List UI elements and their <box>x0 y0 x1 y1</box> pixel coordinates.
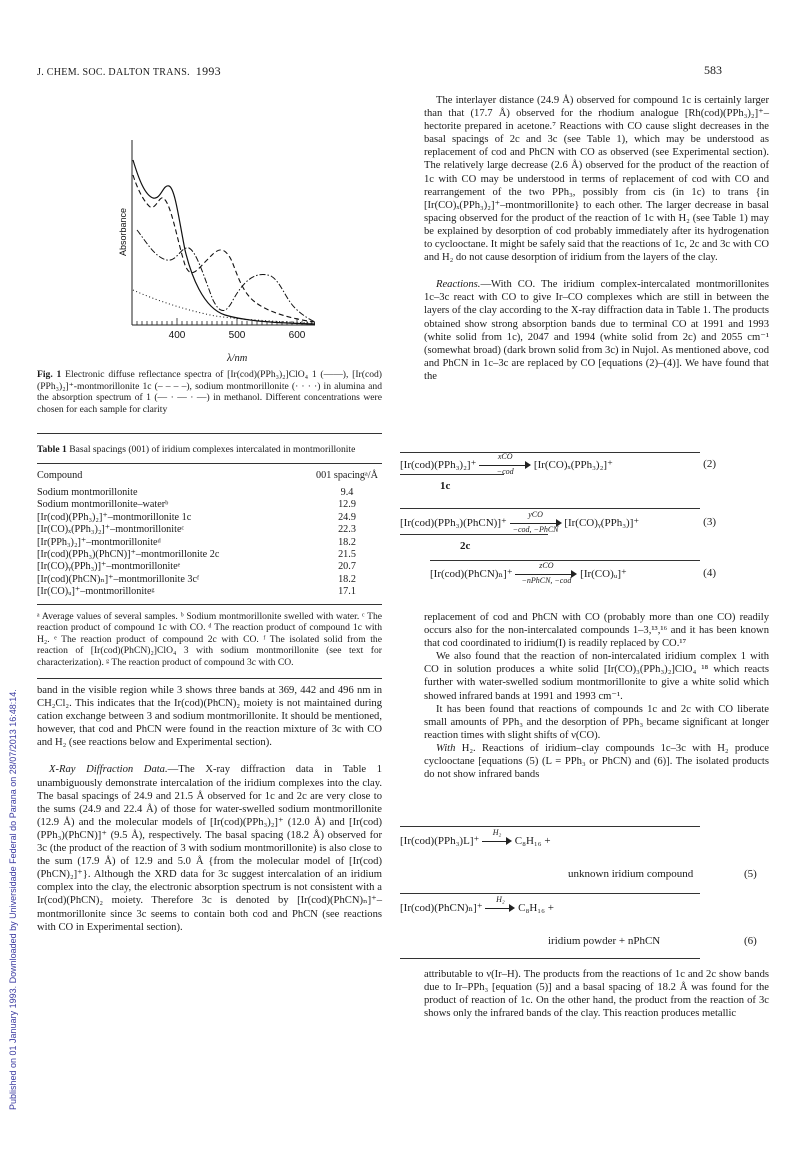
row-spacing: 20.7 <box>338 561 356 573</box>
table-title: Basal spacings (001) of iridium complexes intercalated in montmorillonite <box>69 444 356 455</box>
equation-number: (4) <box>703 567 716 579</box>
row-compound: [Ir(PPh₃)₂]⁺–montmorilloniteᵈ <box>37 536 161 548</box>
table-label: Table 1 <box>37 444 67 455</box>
right-column-text-3 <box>424 968 769 1020</box>
spacing-table <box>37 470 382 599</box>
y-axis-label: Absorbance <box>118 207 128 257</box>
equation-number: (3) <box>703 516 716 528</box>
row-spacing: 12.9 <box>338 499 356 511</box>
curve-1-methanol-dashdot <box>137 230 315 322</box>
table-row <box>37 561 382 573</box>
row-compound: [Ir(cod)(PPh₃)₂]⁺–montmorillonite 1c <box>37 511 192 523</box>
eq6-product: C₈H₁₆ + <box>518 902 554 914</box>
arrow-byproduct: −cod <box>496 467 514 477</box>
table-header-row <box>37 470 382 482</box>
eq5-reactant: [Ir(cod)(PPh₃)L]⁺ <box>400 835 480 847</box>
row-spacing: 18.2 <box>338 573 356 585</box>
paragraph: attributable to ν(Ir–H). The products from the reactions of 1c and 2c show bands due to Ir–PPh₃ [equation (5)] and a basal spacing of 18.2 Å was found for the product of reaction of 1c. On the other hand, the product from the reaction of 3c shows only the infrared bands of the clay. This reaction produces metallic <box>424 969 769 1020</box>
table-footnotes: ᵃ Average values of several samples. ᵇ Sodium montmorillonite swelled with water. ᶜ The reaction product of compound 1c with CO. ᵈ The reaction product of compound 1c with H₂. ᵉ The reaction product of compound 2c with CO. ᶠ The isolated solid from the reaction of [Ir(cod)(PhCN)₂]ClO₄ 3 with sodium montmorillonite (see text for characterization). ᵍ The reaction product of compound 3c with CO. <box>37 610 382 669</box>
right-column-text-2 <box>424 611 769 781</box>
eq3-reactant: [Ir(cod)(PPh₃)(PhCN)]⁺ <box>400 517 507 529</box>
eq6-reactant: [Ir(cod)(PhCN)ₙ]⁺ <box>400 902 483 914</box>
row-compound: Sodium montmorillonite <box>37 487 138 498</box>
equation-5 <box>400 828 551 848</box>
equation-3 <box>400 510 716 535</box>
row-spacing: 21.5 <box>338 549 356 561</box>
x-tick-600: 600 <box>288 330 306 341</box>
paragraph <box>424 742 769 781</box>
x-axis-ticks <box>137 318 312 325</box>
figure-caption-label: Fig. 1 <box>37 369 62 380</box>
row-spacing: 17.1 <box>338 586 356 598</box>
right-column-text <box>424 94 769 383</box>
table-header-rule <box>37 463 382 464</box>
arrow-reagent: H₂ <box>492 828 502 838</box>
row-compound: Sodium montmorillonite–waterᵇ <box>37 499 169 511</box>
curve-complex-1-solid <box>133 160 315 324</box>
equation-number: (2) <box>703 458 716 470</box>
arrow-reagent: xCO <box>497 452 513 462</box>
row-compound: [Ir(CO)ₓ(PPh₃)₂]⁺–montmorilloniteᶜ <box>37 524 185 536</box>
reaction-arrow <box>479 452 531 477</box>
table-row <box>37 499 382 511</box>
eq3-product: [Ir(CO)ᵧ(PPh₃)]⁺ <box>564 517 640 529</box>
subheading-with: —With <box>480 279 512 291</box>
paragraph <box>424 278 769 383</box>
equation-number: (5) <box>744 868 757 880</box>
left-column-text <box>37 684 382 934</box>
paragraph: It has been found that reactions of compounds 1c and 2c with CO liberate small amounts of PPh₃ and the desorption of PPh₃ became significant at longer reaction times with slight shifts of ν(CO). <box>424 703 769 741</box>
table-top-rule <box>37 433 382 434</box>
row-spacing: 24.9 <box>338 511 356 523</box>
row-spacing: 9.4 <box>340 487 354 498</box>
row-compound: [Ir(CO)ᵤ]⁺–montmorilloniteᵍ <box>37 586 155 598</box>
eq3-label: 2c <box>460 540 471 552</box>
equation-2 <box>400 452 716 477</box>
table-row <box>37 487 382 499</box>
table-bottom-rule <box>37 604 382 605</box>
table-end-rule <box>37 678 382 679</box>
eq2-product: [Ir(CO)ₓ(PPh₃)₂]⁺ <box>533 459 613 471</box>
curve-1c-dashed <box>133 175 315 322</box>
page-number: 583 <box>704 63 722 77</box>
table-row <box>37 537 382 549</box>
arrow-byproduct: −cod, −PhCN <box>512 525 559 535</box>
arrow-byproduct: −nPhCN, −cod <box>521 576 572 586</box>
download-stamp-text: Published on 01 January 1993. Downloaded by Universidade Federal do Parana on 28/07/2013 16:48:14. <box>8 689 18 1110</box>
equation-4 <box>430 561 716 586</box>
curve-montmorillonite-dotted <box>133 290 315 323</box>
arrow-reagent: yCO <box>528 510 543 520</box>
download-stamp <box>6 250 20 1130</box>
paragraph: We also found that the reaction of non-intercalated iridium complex 1 with CO in solution produces a white solid [Ir(CO)₃(PPh₃)₂]ClO₄ ¹⁸ which reacts further with water-swelled sodium montmorillonite to give a white solid which showed infrared bands at 1991 and 1993 cm⁻¹. <box>424 651 769 702</box>
reaction-arrow <box>485 895 515 915</box>
equation-rule <box>400 508 700 509</box>
subheading-with-h2: With <box>436 742 456 754</box>
equation-rule <box>400 893 700 894</box>
paragraph: band in the visible region while 3 shows three bands at 369, 442 and 496 nm in CH₂Cl₂. This indicates that the Ir(cod)(PhCN)₂ moiety is not maintained during cation exchange between 3 and sodium montmorillonite. It should be mentioned, however, that cod and PhCN were found in the reaction mixture of 3c with CO and H₂ (see reactions below and Experimental section). <box>37 685 382 749</box>
eq2-reactant: [Ir(cod)(PPh₃)₂]⁺ <box>400 459 477 471</box>
equation-rule <box>400 452 700 453</box>
paragraph: The interlayer distance (24.9 Å) observed for compound 1c is certainly larger than that (17.7 Å) observed for the rhodium analogue [Rh(cod)(PPh₃)₂]⁺–hectorite prepared in acetone.⁷ Reactions with CO cause slight decreases in the basal spacings of 2c and 3c (see Table 1), which may be understood as replacement of cod and PhCN with CO as observed (see Experimental section). The relatively large decrease (2.6 Å) observed for the product of the reaction of 1c with CO may be understood in terms of replacement of cod with CO and rearrangement of the two PPh₃, possibly from cis (in 1c) to trans {in [Ir(CO)ₓ(PPh₃)₂]⁺–montmorillonite} to each other. The larger decrease in basal spacing observed for the product of the reaction of 1c with H₂ (see Table 1) may be explained by desorption of cod probably immediately after its hydrogenation to cyclooctane. It might be safely said that the reactions of 1c, 2c and 3c with CO and H₂ do not cause desorption of iridium from the layers of the clay. <box>424 95 769 264</box>
arrow-reagent: H₂ <box>496 895 505 905</box>
equation-number: (6) <box>744 935 757 947</box>
eq5-second-line: unknown iridium compound <box>568 868 694 880</box>
figure-caption-text: Electronic diffuse reflectance spectra of [Ir(cod)(PPh₃)₂]ClO₄ 1 (——), [Ir(cod)(PPh₃)₂]⁺-montmorillonite 1c (– – – –), sodium montmorillonite (· · · ·) in alumina and the absorption spectrum of 1 (— · — · —) in methanol. Different concentrations were chosen for each sample for clarity <box>37 369 382 415</box>
header-compound: Compound <box>37 469 83 481</box>
row-compound: [Ir(CO)ᵧ(PPh₃)]⁺–montmorilloniteᵉ <box>37 561 181 573</box>
paragraph-text: —The X-ray diffraction data in Table 1 unambiguously demonstrate intercalation of the iridium complexes into the clay. The basal spacings of 24.9 and 21.5 Å observed for 1c and 2c are very close to the sums (24.9 and 22.4 Å) of those for water-swelled sodium montmorillonite (12.9 Å) and the molecular models of [Ir(cod)(PPh₃)₂]⁺ (12.0 Å) and [Ir(cod)(PPh₃)(PhCN)]⁺ (9.5 Å), respectively. The basal spacing (18.2 Å) observed for 3c (the product of the reaction of 3 with sodium montmorillonite) is also close to the sum (17.9 Å) of 12.9 and 5.0 Å {from the molecular model of [Ir(cod)(PhCN)₂]⁺}. Although the XRD data for 3c suggest intercalation of an iridium complex into the clay, the electronic absorption spectrum is not consistent with a Ir(cod)(PhCN)₂ moiety. Therefore 3c is denoted by [Ir(cod)(PhCN)ₙ]⁺–montmorillonite since 3c seems to contain both cod and PhCN (see reactions with CO in Experimental section). <box>37 764 383 933</box>
table-row <box>37 524 382 536</box>
header-spacing: 001 spacingᵃ/Å <box>316 469 378 481</box>
paragraph-text: CO. The iridium complex-intercalated montmorillonites 1c–3c react with CO to give Ir–CO complexes which are still in between the layers of the clay according to the X-ray diffraction data in Table 1. The products obtained show strong absorption bands due to terminal CO at 1991 and 1993 (white solid from 1c), 2047 and 1994 (white solid from 2c) and 2055 cm⁻¹ (somewhat broad) (dark brown solid from 3c) in Nujol. As mentioned above, cod and PhCN in 1c–3c are replaced by CO [equations (2)–(4)]. We have found that the <box>424 279 769 382</box>
eq4-product: [Ir(CO)ᵤ]⁺ <box>580 568 627 580</box>
eq6-second-line: iridium powder + nPhCN <box>548 935 661 947</box>
paragraph-text: H₂. Reactions of iridium–clay compounds 1c–3c with H₂ produce cyclooctane [equations (5) (L = PPh₃ or PhCN) and (6)]. The isolated products do not show infrared bands <box>424 742 769 781</box>
eq5-product: C₈H₁₆ + <box>514 835 551 847</box>
journal-name: J. CHEM. SOC. DALTON TRANS. <box>37 67 190 78</box>
row-spacing: 22.3 <box>338 524 356 536</box>
table-row <box>37 512 382 524</box>
figure-caption <box>37 369 382 415</box>
row-spacing: 18.2 <box>338 536 356 548</box>
table-caption <box>37 444 382 456</box>
equation-rule <box>400 826 700 827</box>
running-header <box>37 64 221 79</box>
table-row <box>37 549 382 561</box>
row-compound: [Ir(cod)(PPh₃)(PhCN)]⁺–montmorillonite 2c <box>37 549 220 561</box>
equation-rule <box>400 958 700 959</box>
table-row <box>37 574 382 586</box>
table-row <box>37 586 382 598</box>
section-heading-xrd: X-Ray Diffraction Data. <box>49 764 168 776</box>
x-tick-500: 500 <box>228 330 246 341</box>
arrow-reagent: zCO <box>539 561 554 571</box>
section-heading-reactions: Reactions. <box>436 279 481 291</box>
reaction-arrow <box>482 828 512 848</box>
x-tick-400: 400 <box>168 330 186 341</box>
table-1 <box>37 433 382 679</box>
absorbance-spectra-plot <box>115 140 345 345</box>
row-compound: [Ir(cod)(PhCN)ₙ]⁺–montmorillonite 3cᶠ <box>37 573 200 585</box>
eq2-label: 1c <box>440 480 451 492</box>
equation-6 <box>400 895 554 915</box>
paragraph: replacement of cod and PhCN with CO (probably more than one CO) readily occurs also for the non-intercalated compounds 1–3,¹³,¹⁶ and it has been known that cod coordinated to iridium(I) is readily replaced by CO.¹⁷ <box>424 612 769 650</box>
reaction-arrow <box>510 510 562 535</box>
journal-year: 1993 <box>195 64 221 78</box>
eq4-reactant: [Ir(cod)(PhCN)ₙ]⁺ <box>430 568 513 580</box>
x-axis-label: λ/nm <box>227 353 248 364</box>
reaction-arrow <box>515 561 577 586</box>
paragraph <box>37 763 382 933</box>
figure-1 <box>115 140 345 345</box>
